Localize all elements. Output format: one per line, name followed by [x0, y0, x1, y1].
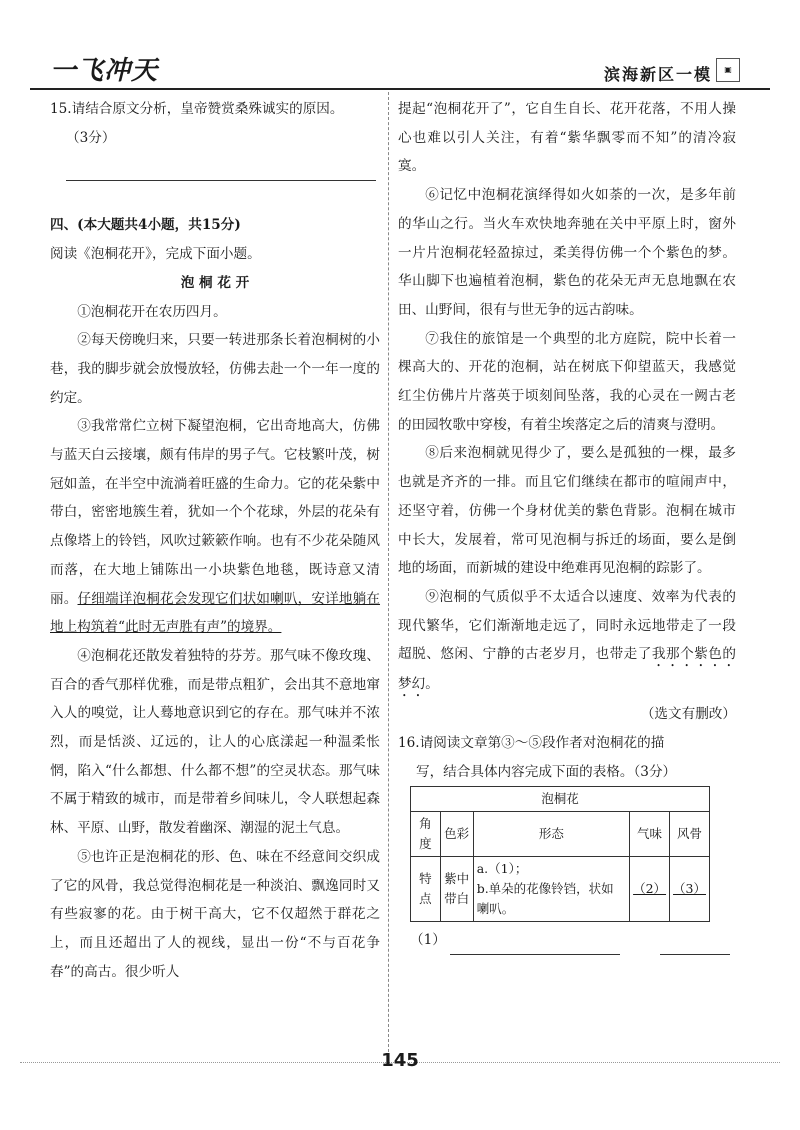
table-cell-spirit[interactable]: （3）	[670, 857, 710, 922]
question-15-score: （3分）	[66, 129, 116, 146]
brand-title: 一飞冲天	[50, 56, 159, 86]
column-divider	[388, 92, 389, 1052]
paragraph-6: ⑥记忆中泡桐花演绎得如火如荼的一次，是多年前的华山之行。当火车欢快地奔驰在关中平原上时，窗外一片片泡桐花轻盈掠过，柔美得仿佛一个个紫色的梦。华山脚下也遍植着泡桐，紫色的花朵无声无息地飘在农田、山野间，很有与世无争的远古韵味。	[398, 187, 736, 318]
table-row-label: 特点	[411, 857, 441, 922]
table-header: 角度	[411, 812, 441, 857]
answer-line-16[interactable]	[398, 926, 736, 955]
reading-instruction: 阅读《泡桐花开》，完成下面小题。	[50, 246, 261, 263]
answer-table	[410, 786, 710, 922]
paragraph-9: ⑨泡桐的气质似乎不太适合以速度、效率为代表的现代繁华，它们渐渐地走远了，同时永远地带走了一段超脱、悠闲、宁静的古老岁月，也带走了我那个紫色的梦幻。	[398, 588, 737, 693]
question-15: 15.请结合原文分析，皇帝赞赏桑殊诚实的原因。	[50, 101, 344, 117]
table-cell-form	[473, 857, 629, 922]
form-item-b: b.单朵的花像铃铛，状如喇叭。	[476, 881, 614, 917]
question-16-line2: 写，结合具体内容完成下面的表格。（3分）	[416, 763, 677, 780]
right-column	[398, 95, 736, 955]
paragraph-5-continued: 提起“泡桐花开了”，它自生自长、花开花落，不用人操心也难以引人关注，有着“紫华飘零而不知”的清冷寂寞。	[398, 101, 736, 175]
source-note: （选文有删改）	[640, 706, 736, 723]
table-header: 气味	[630, 812, 670, 857]
table-cell-color: 紫中带白	[440, 857, 473, 922]
paragraph-2: ②每天傍晚归来，只要一转进那条长着泡桐树的小巷，我的脚步就会放慢放轻，仿佛去赴一个一年一度的约定。	[50, 332, 380, 406]
table-header: 色彩	[440, 812, 473, 857]
question-16-line1: 16.请阅读文章第③～⑤段作者对泡桐花的描	[398, 735, 665, 752]
paragraph-3: ③我常常伫立树下凝望泡桐，它出奇地高大，仿佛与蓝天白云接壤，颇有伟岸的男子气。它枝繁叶茂，树冠如盖，在半空中流淌着旺盛的生命力。它的花朵紫中带白，密密地簇生着，犹如一个个花球，外层的花朵有点像塔上的铃铛，风吹过簌簌作响。也有不少花朵随风而落，在大地上铺陈出一小块紫色地毯，既诗意又清丽。仔细端详泡桐花会发现它们状如喇叭，安详地躺在地上构筑着“此时无声胜有声”的境界。	[50, 418, 381, 636]
dotted-phrase: 我那个紫色的梦幻	[398, 646, 737, 693]
page-header	[30, 40, 770, 86]
form-item-a[interactable]: a.（1）；	[476, 861, 528, 877]
header-rule	[30, 88, 770, 90]
answer-label: （1）	[410, 932, 446, 949]
stamp-icon: ▣	[716, 58, 740, 82]
table-title: 泡桐花	[411, 787, 710, 812]
underlined-sentence: 仔细端详泡桐花会发现它们状如喇叭，安详地躺在地上构筑着“此时无声胜有声”的境界。	[50, 590, 381, 636]
paragraph-8: ⑧后来泡桐就见得少了，要么是孤独的一棵，最多也就是齐齐的一排。而且它们继续在都市的喧闹声中，还坚守着，仿佛一个身材优美的紫色背影。泡桐在城市中长大，发展着，常可见泡桐与拆迁的场面，要么是倒地的场面，而新城的建设中绝难再见泡桐的踪影了。	[398, 445, 736, 577]
paragraph-1: ①泡桐花开在农历四月。	[77, 303, 227, 320]
section-heading: 四、(本大题共4小题，共15分)	[50, 217, 241, 234]
table-cell-smell[interactable]: （2）	[630, 857, 670, 922]
table-header: 形态	[473, 812, 629, 857]
paragraph-4: ④泡桐花还散发着独特的芬芳。那气味不像玫瑰、百合的香气那样优雅，而是带点粗犷，会出其不意地窜入人的嗅觉，让人蓦地意识到它的存在。那气味并不浓烈，而是恬淡、辽远的，让人的心底漾起一种温柔怅惘，陷入“什么都想、什么都不想”的空灵状态。那气味不属于精致的城市，而是带着乡间味儿，令人联想起森林、平原、山野，散发着幽深、潮湿的泥土气息。	[50, 647, 380, 837]
paragraph-5: ⑤也许正是泡桐花的形、色、味在不经意间交织成了它的风骨，我总觉得泡桐花是一种淡泊、飘逸同时又有些寂寥的花。由于树干高大，它不仅超然于群花之上，而且还超出了人的视线，显出一份“不与百花争春”的高古。很少听人	[50, 848, 380, 980]
table-header: 风骨	[670, 812, 710, 857]
page-number: 145	[381, 1050, 419, 1071]
exam-region-label: 滨海新区一模	[603, 65, 712, 84]
article-title: 泡 桐 花 开	[180, 274, 250, 291]
paragraph-7: ⑦我住的旅馆是一个典型的北方庭院，院中长着一棵高大的、开花的泡桐，站在树底下仰望蓝天，我感觉红尘仿佛片片落英于顷刻间坠落，我的心灵在一阙古老的田园牧歌中穿梭，有着尘埃落定之后的清爽与澄明。	[398, 330, 736, 433]
left-column	[50, 95, 380, 986]
